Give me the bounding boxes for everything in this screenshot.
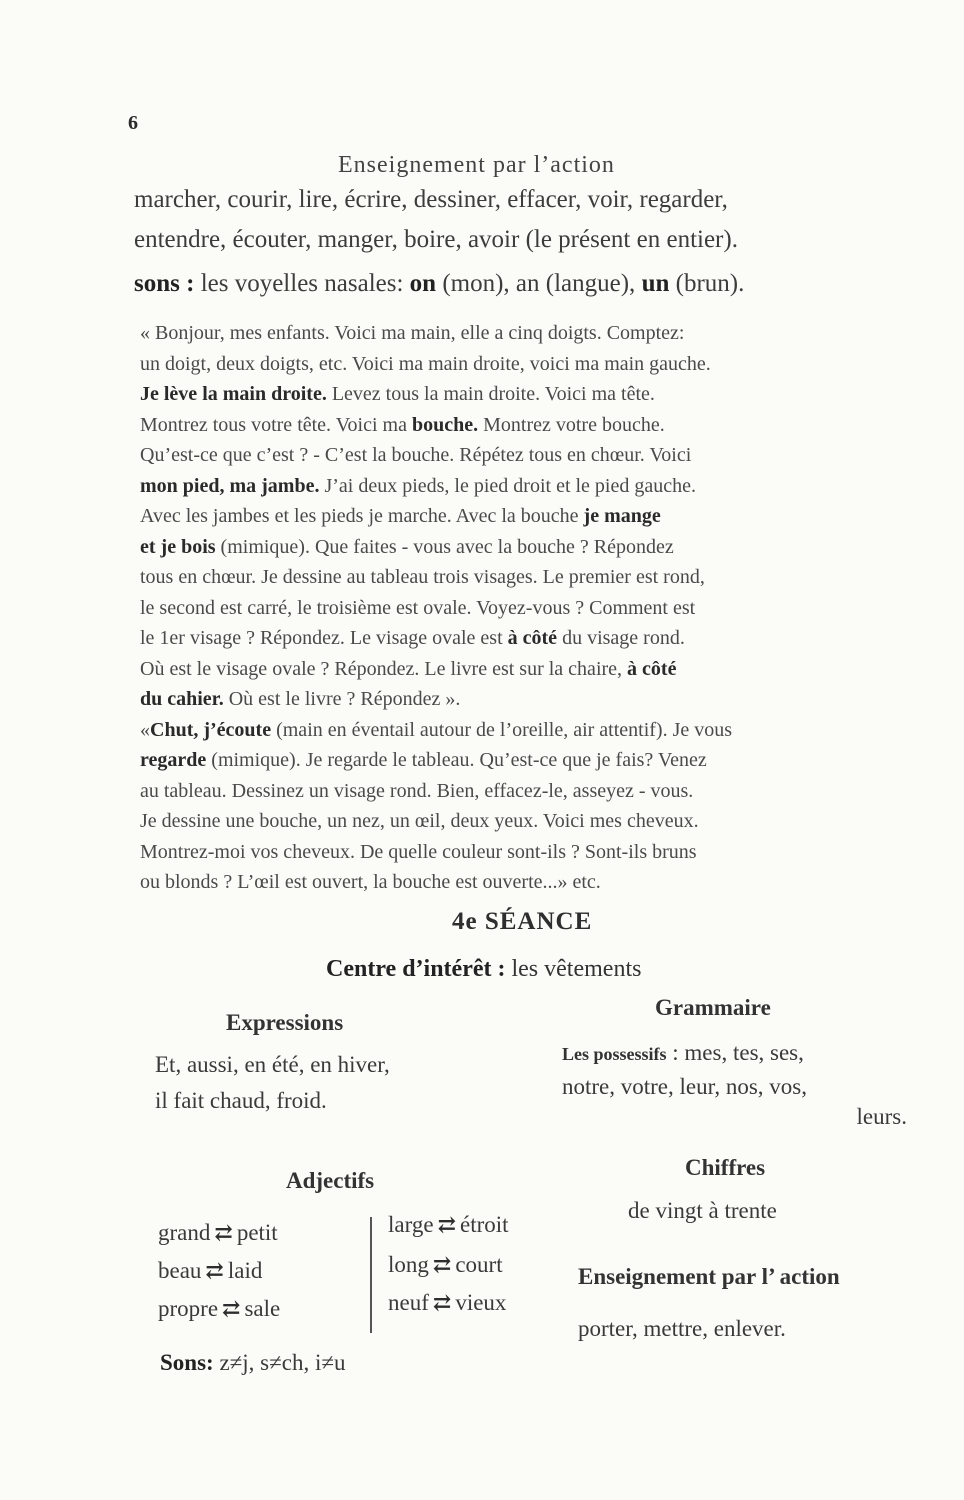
seance-title: 4e SÉANCE [452,908,593,935]
dialogue-text: (main en éventail autour de l’oreille, air attentif). Je vous [271,718,733,741]
adj-pair-left-2 [158,1258,262,1284]
adj-pair-right-1 [388,1212,509,1238]
chiffres-heading: Chiffres [685,1155,766,1180]
adj-word: beau [158,1258,202,1283]
dialogue-line [140,566,910,589]
sons-un: un [641,270,670,297]
grammaire-text-1: : mes, tes, ses, [672,1040,804,1065]
opposite-arrow-icon: ⇄ [437,1212,456,1237]
adj-word: étroit [460,1212,509,1237]
column-divider [370,1217,372,1333]
opposite-arrow-icon: ⇄ [432,1290,452,1315]
sons2-line [160,1350,345,1376]
dialogue-line [140,383,910,406]
expressions-line-2: il fait chaud, froid. [155,1088,327,1113]
adj-word: sale [244,1296,281,1321]
dialogue-emphasis: bouche. [411,413,479,436]
adj-word: grand [158,1220,211,1245]
dialogue-text: Où est le livre ? Répondez ». [223,688,461,710]
centre-interet [326,956,641,983]
dialogue-emphasis: et je bois [140,535,216,558]
dialogue-text: au tableau. Dessinez un visage rond. Bien, effacez-le, asseyez - vous. [140,779,694,802]
grammaire-label: Les possessifs [562,1044,667,1064]
dialogue-text: Levez tous la main droite. Voici ma tête. [326,383,655,405]
dialogue-line [140,536,910,559]
adj-word: laid [227,1258,263,1283]
page-number: 6 [128,112,138,134]
sons-line [134,270,744,298]
dialogue-text: le second est carré, le troisième est ovale. Voyez-vous ? Comment est [140,596,696,619]
dialogue-text: Montrez tous votre tête. Voici ma [140,413,412,436]
sons-label: sons : [134,270,195,297]
adj-word: neuf [388,1290,429,1315]
adj-word: large [388,1212,434,1237]
action2-text: porter, mettre, enlever. [578,1316,786,1341]
dialogue-emphasis: je mange [583,505,661,527]
adjectifs-heading: Adjectifs [286,1168,375,1193]
sons-un-ex: (brun). [669,270,745,297]
dialogue-text: Qu’est-ce que c’est ? - C’est la bouche. Répétez tous en chœur. Voici [140,444,692,466]
centre-value: les vêtements [511,956,642,982]
dialogue-emphasis: regarde [140,749,207,771]
dialogue-text: Montrez-moi vos cheveux. De quelle couleur sont-ils ? Sont-ils bruns [140,840,697,863]
dialogue-line [140,780,910,803]
opposite-arrow-icon: ⇄ [214,1220,233,1245]
adj-pair-right-2 [388,1252,503,1278]
dialogue-emphasis: mon pied, ma jambe. [140,474,320,497]
chiffres-text: de vingt à trente [628,1198,777,1223]
dialogue-emphasis: à côté [507,627,558,649]
grammaire-heading: Grammaire [655,995,771,1020]
dialogue-emphasis: Je lève la main droite. [140,383,327,405]
dialogue-line [140,444,910,467]
dialogue-text: « Bonjour, mes enfants. Voici ma main, elle a cinq doigts. Comptez: [140,322,685,344]
adj-word: court [455,1252,503,1277]
opposite-arrow-icon: ⇄ [222,1296,241,1321]
adj-word: vieux [455,1290,507,1315]
dialogue-text: « [140,718,150,741]
section-title-action: Enseignement par l’action [338,152,615,178]
dialogue-text: du visage rond. [557,627,685,649]
sons2-label: Sons: [160,1350,214,1375]
dialogue-text: tous en chœur. Je dessine au tableau trois visages. Le premier est rond, [140,566,705,588]
opposite-arrow-icon: ⇄ [432,1252,452,1277]
dialogue-text: Où est le visage ovale ? Répondez. Le livre est sur la chaire, [140,657,628,680]
dialogue-line [140,414,910,437]
centre-label: Centre d’intérêt : [326,956,506,982]
dialogue-line [140,810,910,833]
verbs-line-1: marcher, courir, lire, écrire, dessiner, effacer, voir, regarder, [134,186,728,213]
adj-pair-left-3 [158,1296,280,1322]
dialogue-emphasis: du cahier. [140,688,224,710]
adj-pair-left-1 [158,1220,278,1246]
verbs-line-2: entendre, écouter, manger, boire, avoir (le présent en entier). [134,226,738,253]
dialogue-text: (mimique). Je regarde le tableau. Qu’est-ce que je fais? Venez [206,749,707,771]
sons-on-ex: (mon), an (langue), [436,270,642,297]
dialogue-emphasis: Chut, j’écoute [150,718,272,741]
dialogue-text: un doigt, deux doigts, etc. Voici ma main droite, voici ma main gauche. [140,352,711,375]
dialogue-text: Je dessine une bouche, un nez, un œil, deux yeux. Voici mes cheveux. [140,810,699,832]
dialogue-line [140,871,910,894]
adj-pair-right-3 [388,1290,506,1316]
adj-word: petit [236,1220,278,1245]
dialogue-line [140,658,910,681]
sons2-text: z≠j, s≠ch, i≠u [219,1350,346,1375]
adj-word: propre [158,1296,219,1321]
opposite-arrow-icon: ⇄ [205,1258,224,1283]
grammaire-line-1 [562,1040,804,1066]
expressions-heading: Expressions [226,1010,344,1035]
adj-word: long [388,1252,429,1277]
dialogue-text: ou blonds ? L’œil est ouvert, la bouche est ouverte...» etc. [140,871,601,893]
dialogue-text: (mimique). Que faites - vous avec la bouche ? Répondez [215,535,674,558]
action2-heading: Enseignement par l’ action [578,1264,840,1289]
dialogue-text: J’ai deux pieds, le pied droit et le pied gauche. [319,474,696,497]
dialogue-line [140,475,910,498]
grammaire-line-2: notre, votre, leur, nos, vos, [562,1074,808,1099]
expressions-line-1: Et, aussi, en été, en hiver, [155,1052,390,1077]
dialogue-text: le 1er visage ? Répondez. Le visage ovale est [140,627,508,649]
sons-pre: les voyelles nasales: [200,270,410,297]
dialogue-line [140,719,910,742]
dialogue-line [140,688,910,711]
dialogue-emphasis: à côté [627,657,677,680]
dialogue-line [140,353,910,376]
dialogue-text: Montrez votre bouche. [478,413,665,436]
dialogue-line [140,505,910,528]
dialogue-line [140,322,910,345]
sons-on: on [409,270,437,297]
dialogue-line [140,841,910,864]
dialogue-text: Avec les jambes et les pieds je marche. Avec la bouche [140,505,584,527]
dialogue-line [140,627,910,650]
dialogue-line [140,749,910,772]
dialogue-line [140,597,910,620]
grammaire-line-3: leurs. [856,1104,907,1129]
